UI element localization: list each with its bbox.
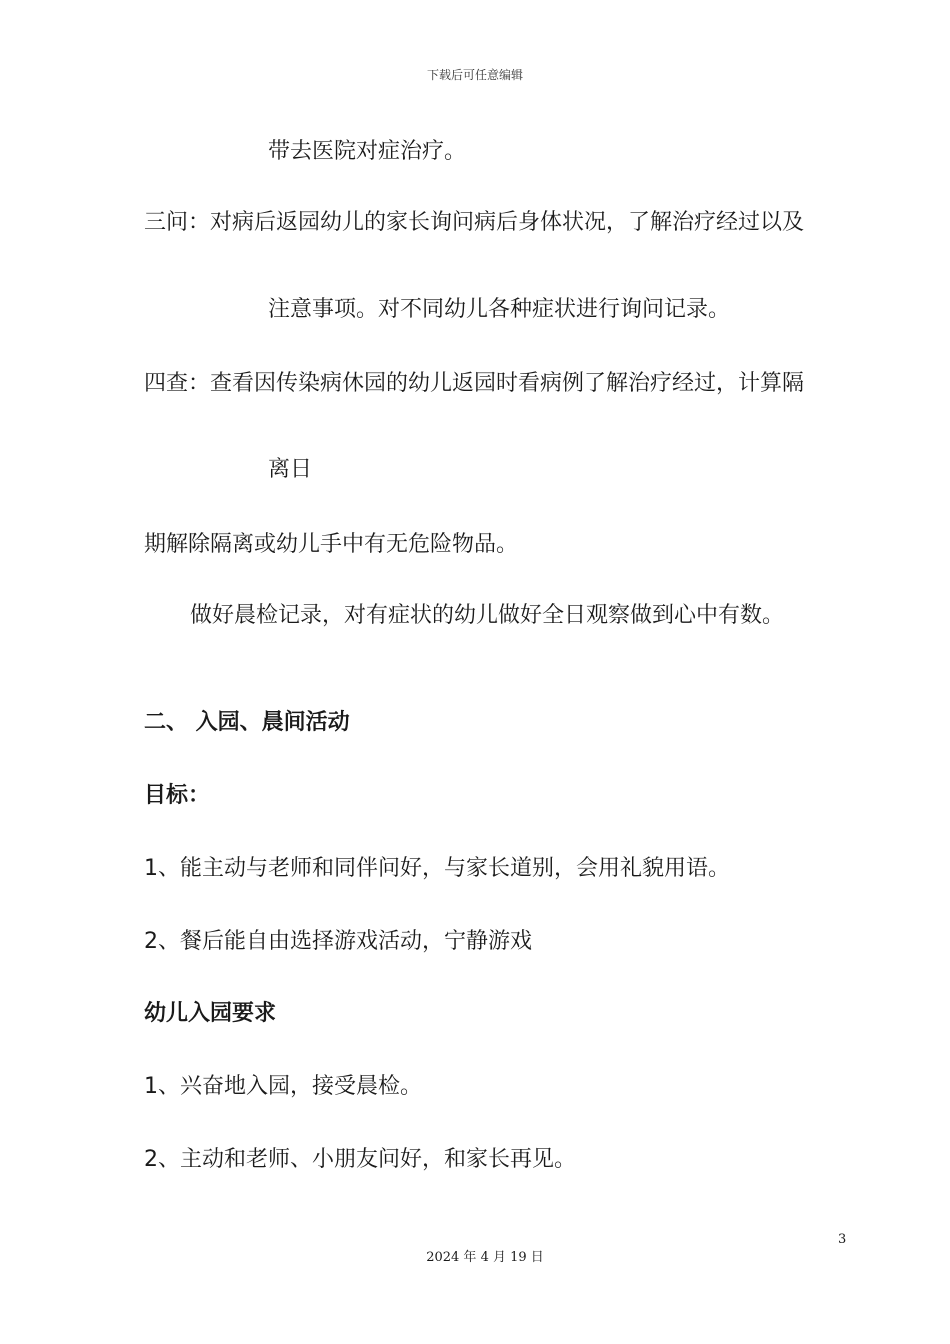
text-line: 期解除隔离或幼儿手中有无危险物品。 xyxy=(144,532,519,557)
page-header: 下载后可任意编辑 xyxy=(426,68,523,82)
requirement-item: 1、兴奋地入园，接受晨检。 xyxy=(144,1074,422,1099)
text-line: 离日 xyxy=(268,457,313,482)
goal-item: 2、餐后能自由选择游戏活动，宁静游戏 xyxy=(144,929,532,954)
section-heading: 二、 入园、晨间活动 xyxy=(144,710,350,735)
text-line: 带去医院对症治疗。 xyxy=(268,139,467,164)
requirement-item: 2、主动和老师、小朋友问好，和家长再见。 xyxy=(144,1147,576,1172)
page-number: 3 xyxy=(838,1232,847,1247)
text-line: 做好晨检记录，对有症状的幼儿做好全日观察做到心中有数。 xyxy=(190,603,785,628)
requirements-label: 幼儿入园要求 xyxy=(144,1001,277,1026)
text-line: 四查：查看因传染病休园的幼儿返园时看病例了解治疗经过，计算隔 xyxy=(144,371,805,396)
text-line: 三问：对病后返园幼儿的家长询问病后身体状况，了解治疗经过以及 xyxy=(144,210,805,235)
goal-item: 1、能主动与老师和同伴问好，与家长道别，会用礼貌用语。 xyxy=(144,856,730,881)
page-footer-date: 2024 年 4 月 19 日 xyxy=(426,1250,544,1265)
goals-label: 目标： xyxy=(144,783,211,808)
text-line: 注意事项。对不同幼儿各种症状进行询问记录。 xyxy=(268,297,731,322)
